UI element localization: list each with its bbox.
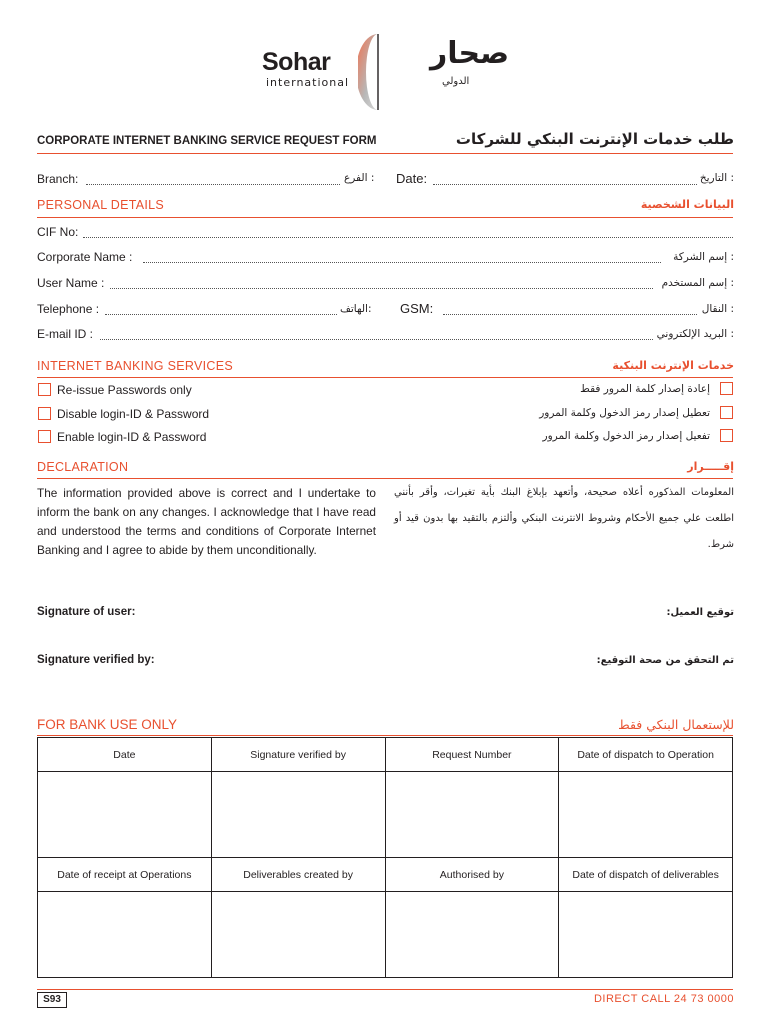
enable-login-label-ar: تفعيل إصدار رمز الدخول وكلمة المرور [542,430,710,442]
bank-use-title-en: FOR BANK USE ONLY [37,717,178,732]
services-divider [37,377,733,378]
telephone-field[interactable] [105,314,337,315]
form-code: S93 [37,992,67,1008]
declaration-text-ar: المعلومات المذكوره أعلاه صحيحة، وأتعهد بإبلاغ البنك بأية تغيرات، وأقر بأنني اطلعت علي جميع الأحكام وشروط الانترنت البنكي وألتزم بالتقيد بها بدون قيد أو شرط. [394,487,734,550]
bank-col-signature-verified: Signature verified by [211,738,385,772]
personal-title-en: PERSONAL DETAILS [37,198,165,212]
bank-col-authorised-by: Authorised by [385,858,559,892]
declaration-text-en: The information provided above is correct and I undertake to inform the bank on any changes. I acknowledge that I have read and understood the terms and conditions of Corporate Internet Banking and I agree to abide by them unconditionally. [37,486,376,557]
bank-col-date: Date [38,738,212,772]
enable-login-label-en: Enable login-ID & Password [57,430,207,444]
disable-login-label-en: Disable login-ID & Password [57,407,210,421]
signature-user-label-ar: توقيع العميل: [666,607,734,618]
date-label-ar: : التاريخ [699,172,734,184]
direct-call: DIRECT CALL 24 73 0000 [593,993,734,1005]
form-title-ar: طلب خدمات الإنترنت البنكي للشركات [455,130,734,148]
declaration-divider [37,478,733,479]
signature-user-label-en: Signature of user: [37,606,136,618]
email-label-ar: : البريد الإلكتروني [656,328,734,340]
disable-login-label-ar: تعطيل إصدار رمز الدخول وكلمة المرور [539,407,710,419]
bank-cell-request-number[interactable] [385,772,559,858]
date-field[interactable] [433,184,697,185]
bank-cell-dispatch-deliverables[interactable] [559,892,733,978]
bank-cell-date[interactable] [38,772,212,858]
disable-login-checkbox[interactable] [38,407,51,420]
telephone-label-en: Telephone : [37,302,100,316]
corporate-name-label-ar: : إسم الشركة [673,251,734,263]
footer-divider [37,989,733,990]
branch-label-ar: : الفرع [344,172,375,184]
title-divider [37,153,733,154]
form-title-en: CORPORATE INTERNET BANKING SERVICE REQUEST FORM [37,135,377,147]
bank-use-divider [37,735,733,736]
signature-verified-label-ar: تم التحقق من صحة التوقيع: [596,655,734,666]
user-name-label-ar: : إسم المستخدم [661,277,734,289]
bank-col-dispatch-deliverables: Date of dispatch of deliverables [559,858,733,892]
declaration-title-en: DECLARATION [37,460,129,474]
enable-login-checkbox-ar[interactable] [720,429,733,442]
bank-col-request-number: Request Number [385,738,559,772]
reissue-passwords-label-en: Re-issue Passwords only [57,383,192,397]
corporate-name-label-en: Corporate Name : [37,250,133,264]
telephone-label-ar: :الهاتف [340,303,372,315]
user-name-field[interactable] [110,288,653,289]
personal-divider [37,217,733,218]
declaration-title-ar: إقـــــرار [687,460,734,473]
logo-name-en: Sohar [262,48,331,76]
email-label-en: E-mail ID : [37,327,94,341]
user-name-label-en: User Name : [37,276,105,290]
branch-label-en: Branch: [37,172,79,186]
bank-col-dispatch-operation: Date of dispatch to Operation [559,738,733,772]
bank-col-deliverables-created: Deliverables created by [211,858,385,892]
reissue-passwords-label-ar: إعادة إصدار كلمة المرور فقط [580,383,710,395]
email-field[interactable] [100,339,653,340]
personal-title-ar: البيانات الشخصية [640,198,734,211]
bank-cell-signature-verified[interactable] [211,772,385,858]
bank-cell-receipt-operations[interactable] [38,892,212,978]
bank-use-title-ar: للإستعمال البنكي فقط [618,717,734,732]
cif-label: CIF No: [37,225,79,239]
gsm-label-en: GSM: [400,301,434,316]
disable-login-checkbox-ar[interactable] [720,406,733,419]
bank-col-receipt-operations: Date of receipt at Operations [38,858,212,892]
gsm-field[interactable] [443,314,697,315]
enable-login-checkbox[interactable] [38,430,51,443]
bank-cell-dispatch-operation[interactable] [559,772,733,858]
bank-cell-deliverables-created[interactable] [211,892,385,978]
logo-mark-icon [358,32,398,112]
cif-field[interactable] [83,237,733,238]
logo-name-ar: صحار [430,36,510,71]
bank-cell-authorised-by[interactable] [385,892,559,978]
date-label-en: Date: [396,171,428,186]
logo-sub-ar: الدولي [442,76,470,87]
branch-field[interactable] [86,184,340,185]
bank-use-table [37,737,733,978]
logo [262,32,532,112]
signature-verified-label-en: Signature verified by: [37,654,155,666]
services-title-en: INTERNET BANKING SERVICES [37,359,233,373]
gsm-label-ar: : النقال [701,303,734,315]
reissue-passwords-checkbox[interactable] [38,383,51,396]
reissue-passwords-checkbox-ar[interactable] [720,382,733,395]
logo-sub-en: international [266,76,350,89]
corporate-name-field[interactable] [143,262,661,263]
services-title-ar: خدمات الإنترنت البنكية [612,359,734,372]
